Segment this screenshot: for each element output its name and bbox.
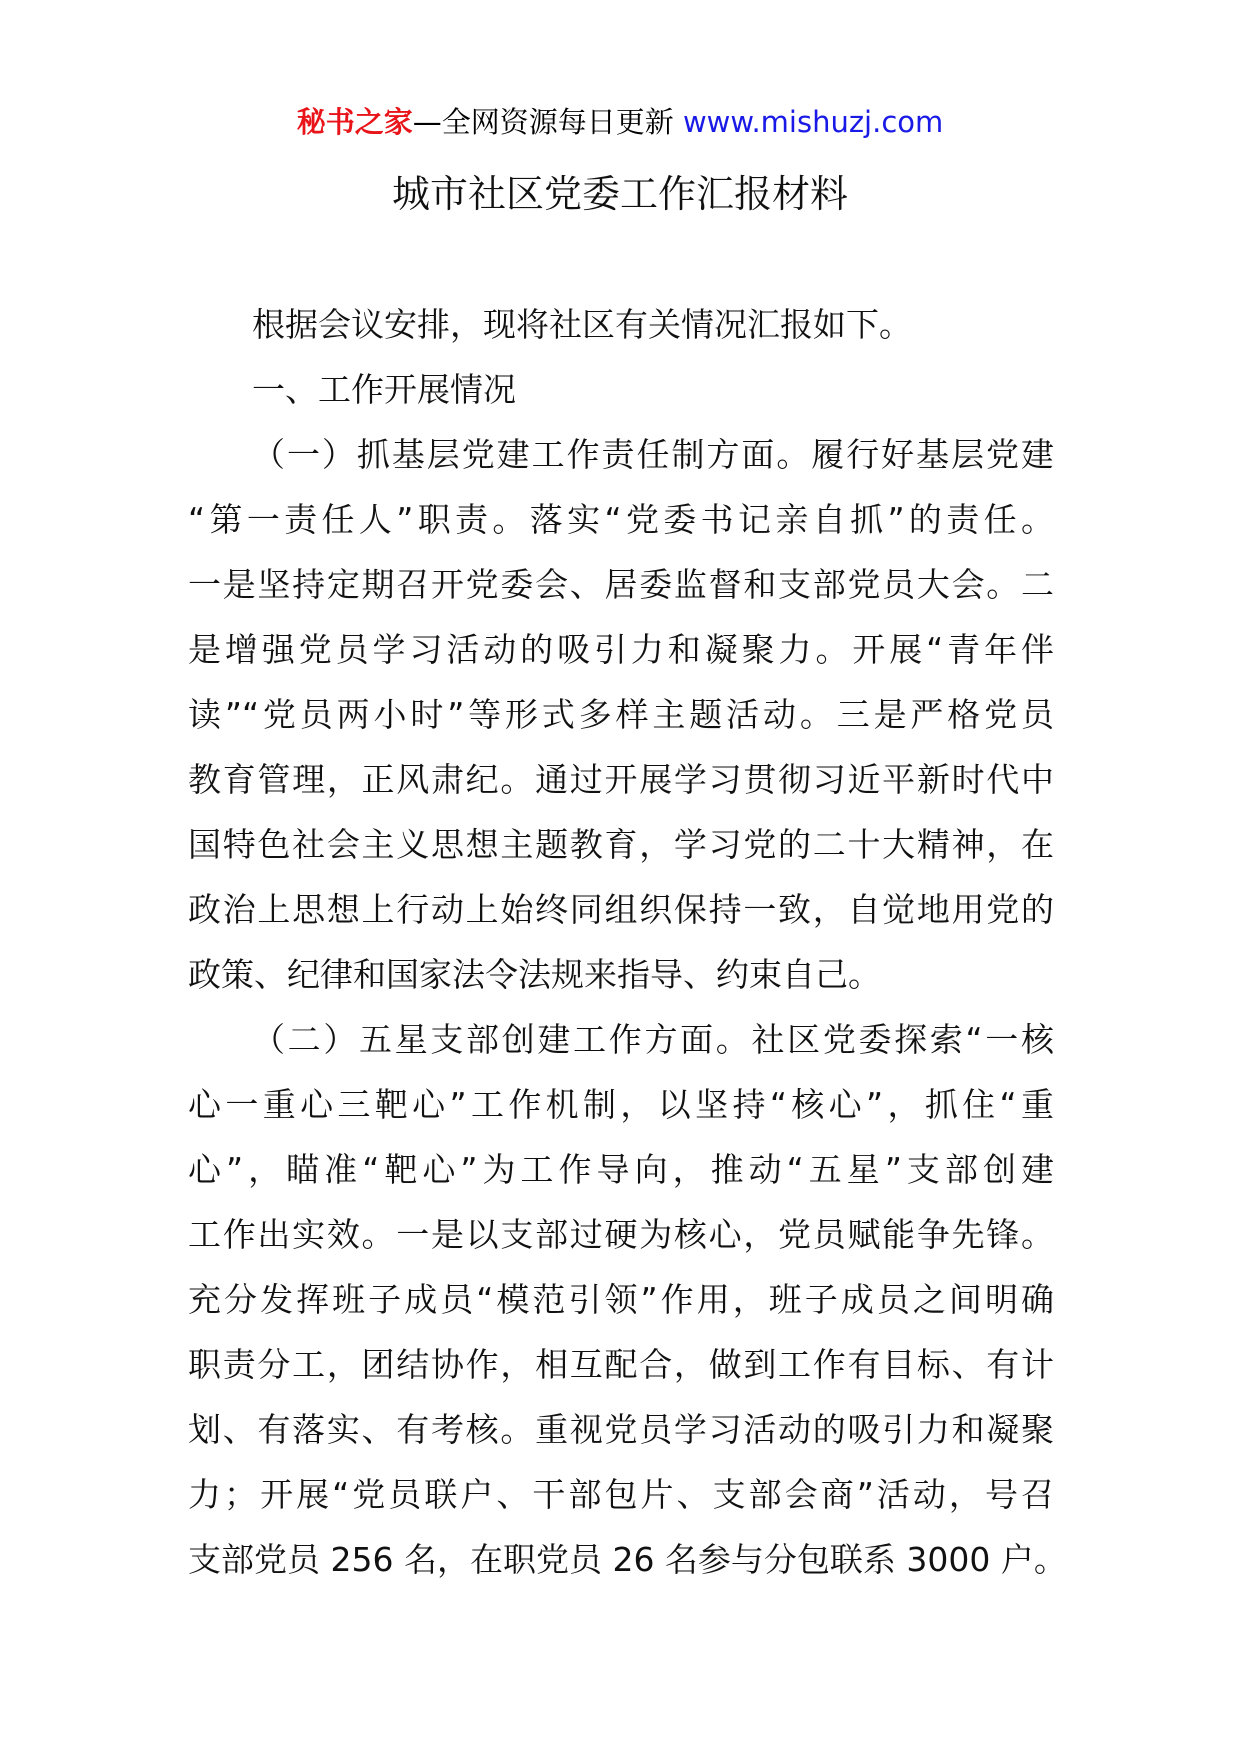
site-url[interactable]: www.mishuzj.com [682, 105, 944, 139]
paragraph-line: 支部党员 256 名，在职党员 26 名参与分包联系 3000 户。 [188, 1540, 1067, 1579]
paragraph-line: 一是坚持定期召开党委会、居委监督和支部党员大会。二 [188, 565, 1054, 604]
section-heading: 一、工作开展情况 [252, 370, 516, 409]
document-title: 城市社区党委工作汇报材料 [391, 172, 848, 216]
paragraph-line: 职责分工，团结协作，相互配合，做到工作有目标、有计 [188, 1345, 1054, 1384]
paragraph-line: 心一重心三靶心”工作机制，以坚持“核心”，抓住“重 [188, 1085, 1054, 1124]
header-tagline: —全网资源每日更新 [412, 105, 683, 139]
document-body [188, 292, 1067, 1592]
paragraph-line: 充分发挥班子成员“模范引领”作用，班子成员之间明确 [188, 1280, 1054, 1319]
paragraph-line: 是增强党员学习活动的吸引力和凝聚力。开展“青年伴 [188, 630, 1054, 669]
paragraph-line: （一）抓基层党建工作责任制方面。履行好基层党建 [252, 435, 1054, 474]
paragraph-line: 政策、纪律和国家法令法规来指导、约束自己。 [188, 955, 881, 994]
paragraph-line: “第一责任人”职责。落实“党委书记亲自抓”的责任。 [188, 500, 1054, 539]
paragraph-line: 心”，瞄准“靶心”为工作导向，推动“五星”支部创建 [188, 1150, 1054, 1189]
paragraph-line: 工作出实效。一是以支部过硬为核心，党员赋能争先锋。 [188, 1215, 1054, 1254]
brand-name: 秘书之家 [296, 105, 413, 139]
paragraph-line: 教育管理，正风肃纪。通过开展学习贯彻习近平新时代中 [188, 760, 1054, 799]
paragraph-line: 力；开展“党员联户、干部包片、支部会商”活动，号召 [188, 1475, 1054, 1514]
paragraph-line: 政治上思想上行动上始终同组织保持一致，自觉地用党的 [188, 890, 1054, 929]
paragraph-line: 国特色社会主义思想主题教育，学习党的二十大精神，在 [188, 825, 1054, 864]
site-header [0, 102, 1240, 142]
paragraph-line: 读”“党员两小时”等形式多样主题活动。三是严格党员 [188, 695, 1054, 734]
intro-line: 根据会议安排，现将社区有关情况汇报如下。 [252, 305, 912, 344]
paragraph-line: 划、有落实、有考核。重视党员学习活动的吸引力和凝聚 [188, 1410, 1054, 1449]
paragraph-line: （二）五星支部创建工作方面。社区党委探索“一核 [252, 1020, 1054, 1059]
